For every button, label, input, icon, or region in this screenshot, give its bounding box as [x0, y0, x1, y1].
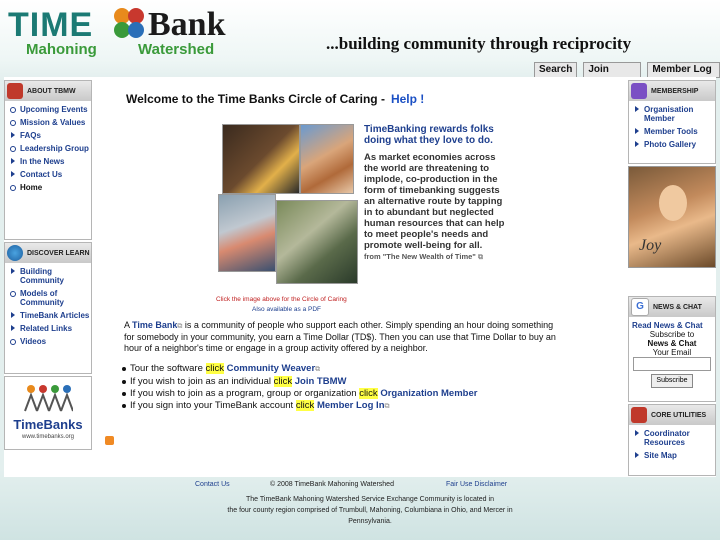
logo-sub-watershed: Watershed — [138, 41, 215, 58]
menu-home[interactable]: Home — [9, 183, 91, 192]
news-chat-box — [628, 296, 716, 402]
globe-icon — [7, 245, 23, 261]
timebanks-people-icon — [23, 383, 73, 413]
house-icon — [7, 83, 23, 99]
join-tbmw-link[interactable]: Join TBMW — [294, 376, 347, 387]
logo-hands-icon — [112, 6, 146, 40]
timebanks-logo-url: www.timebanks.org — [21, 434, 75, 440]
news-header: G NEWS & CHAT — [629, 297, 715, 317]
discover-header: DISCOVER LEARN — [5, 243, 91, 263]
list-item: If you sign into your TimeBank account click Member Log In⧉ — [122, 400, 477, 413]
circle-photo-elder[interactable] — [218, 194, 276, 272]
top-tabs — [534, 62, 720, 78]
tab-member-login[interactable]: Member Log — [647, 62, 720, 78]
membership-menu — [629, 101, 715, 155]
footer-contact-link[interactable]: Contact Us — [195, 481, 230, 488]
read-news-link[interactable]: Read News & Chat — [632, 321, 703, 330]
intro-paragraph: A Time Bank⧉ is a community of people who support each other. Simply spending an hour doing something for somebody in your community, you earn a Time Dollar (TD$). Then you can use that Time Dollar to buy an hour of a neighbor's time or engage in a group activity offered by a neighbor. — [124, 320, 556, 353]
email-input[interactable] — [633, 357, 711, 371]
tab-join[interactable]: Join — [583, 62, 641, 78]
face-shape — [659, 185, 687, 221]
tab-search[interactable]: Search — [534, 62, 577, 78]
about-box — [4, 80, 92, 240]
core-header: CORE UTILITIES — [629, 405, 715, 425]
list-item: If you wish to join as a program, group or organization click Organization Member — [122, 388, 477, 400]
tagline: ...building community through reciprocity — [326, 34, 632, 53]
quote-heading: TimeBanking rewards folks doing what they love to do. — [364, 124, 494, 146]
organization-member-link[interactable]: Organization Member — [380, 388, 478, 399]
menu-upcoming-events[interactable]: Upcoming Events — [9, 105, 91, 114]
photo-caption: Joy — [639, 237, 662, 254]
external-link-icon: ⧉ — [384, 403, 390, 410]
circle-photo-people[interactable] — [222, 124, 300, 194]
menu-timebank-articles[interactable]: TimeBank Articles — [9, 311, 91, 320]
subscribe-button[interactable]: Subscribe — [651, 374, 693, 388]
menu-contact-us[interactable]: Contact Us — [9, 170, 91, 179]
menu-mission-values[interactable]: Mission & Values — [9, 118, 91, 127]
pdf-link[interactable]: Also available as a PDF — [252, 306, 322, 313]
external-link-icon: ⧉ — [477, 254, 483, 261]
member-photo[interactable] — [628, 166, 716, 268]
community-weaver-link[interactable]: Community Weaver — [226, 363, 316, 374]
menu-models-of-community[interactable]: Models of Community — [9, 289, 91, 307]
discover-box — [4, 242, 92, 374]
menu-related-links[interactable]: Related Links — [9, 324, 91, 333]
menu-member-tools[interactable]: Member Tools — [633, 127, 715, 136]
footer-location-text: The TimeBank Mahoning Watershed Service Exchange Community is located in the four county region comprised of Trumbull, Mahoning, Columbiana in Ohio, and Mercer in Pennsylvania. — [227, 496, 513, 525]
footer-copyright: © 2008 TimeBank Mahoning Watershed — [270, 481, 394, 488]
list-item: If you wish to join as an individual click Join TBMW — [122, 376, 477, 388]
menu-leadership-group[interactable]: Leadership Group — [9, 144, 91, 153]
core-utilities-box — [628, 404, 716, 476]
external-link-icon: ⧉ — [315, 366, 321, 373]
your-email-label: Your Email — [652, 348, 692, 357]
subscribe-label: Subscribe to — [649, 330, 695, 339]
footer-fair-use-link[interactable]: Fair Use Disclaimer — [446, 481, 508, 488]
quote-source[interactable]: from "The New Wealth of Time" ⧉ — [364, 252, 483, 261]
toolbox-icon — [631, 407, 647, 423]
menu-videos[interactable]: Videos — [9, 337, 91, 346]
logo-time-text: TIME — [8, 6, 94, 44]
member-login-link[interactable]: Member Log In — [316, 400, 385, 411]
menu-faqs[interactable]: FAQs — [9, 131, 91, 140]
menu-building-community[interactable]: Building Community — [9, 267, 91, 285]
membership-header: MEMBERSHIP — [629, 81, 715, 101]
menu-organisation-member[interactable]: Organisation Member — [633, 105, 715, 123]
action-list — [122, 363, 477, 413]
about-menu — [5, 101, 91, 198]
menu-coordinator-resources[interactable]: Coordinator Resources — [633, 429, 715, 447]
menu-in-the-news[interactable]: In the News — [9, 157, 91, 166]
news-chat-label: News & Chat — [647, 339, 697, 348]
rss-icon[interactable] — [105, 436, 114, 445]
membership-box — [628, 80, 716, 164]
external-link-icon: ⧉ — [177, 323, 183, 330]
timebanks-logo-box[interactable] — [4, 376, 92, 450]
page-body — [4, 77, 716, 477]
logo-bank-text: Bank — [148, 6, 226, 43]
circle-caption[interactable]: Click the image above for the Circle of Caring — [216, 296, 347, 303]
logo-sub-mahoning: Mahoning — [26, 41, 97, 58]
quote-body: As market economies across the world are threatening to implode, co-production in the form of timebanking suggests an alternative route by tapping in to abundant but neglected human resources that can help to meet people's needs and promote well-being for all. — [364, 152, 505, 251]
discover-menu — [5, 263, 91, 352]
help-link[interactable]: Help ! — [390, 92, 425, 106]
timebanks-logo-text: TimeBanks — [13, 417, 83, 432]
circle-photo-child[interactable] — [300, 124, 354, 194]
quote-block — [364, 124, 512, 263]
circle-photo-garden[interactable] — [276, 200, 358, 284]
people-icon — [631, 83, 647, 99]
time-bank-link[interactable]: Time Bank — [132, 320, 178, 330]
welcome-heading: Welcome to the Time Banks Circle of Caring - Help ! — [126, 92, 425, 106]
core-menu — [629, 425, 715, 466]
google-icon: G — [631, 298, 649, 316]
about-header: ABOUT TBMW — [5, 81, 91, 101]
menu-photo-gallery[interactable]: Photo Gallery — [633, 140, 715, 149]
list-item: Tour the software click Community Weaver⧉ — [122, 363, 477, 376]
menu-site-map[interactable]: Site Map — [633, 451, 715, 460]
